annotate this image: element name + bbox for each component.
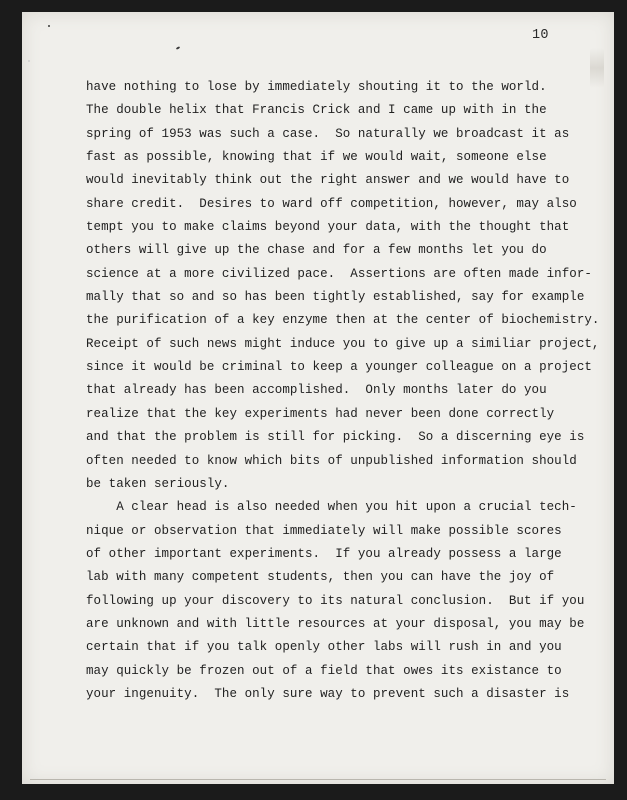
text-line: tempt you to make claims beyond your data, with the thought that <box>86 220 570 235</box>
paper-speck <box>176 46 180 50</box>
text-line: A clear head is also needed when you hit upon a crucial tech- <box>86 500 577 515</box>
page-bottom-edge <box>30 779 606 780</box>
text-line: Receipt of such news might induce you to give up a similiar project, <box>86 336 600 351</box>
text-line: lab with many competent students, then you can have the joy of <box>86 570 555 585</box>
text-line: are unknown and with little resources at your disposal, you may be <box>86 616 585 631</box>
text-line: have nothing to lose by immediately shouting it to the world. <box>86 80 547 94</box>
text-line: since it would be criminal to keep a younger colleague on a project <box>86 360 592 375</box>
text-line: of other important experiments. If you already possess a large <box>86 546 562 561</box>
text-line: may quickly be frozen out of a field that owes its existance to <box>86 663 562 678</box>
text-line: spring of 1953 was such a case. So naturally we broadcast it as <box>86 126 570 141</box>
body-text <box>86 76 606 706</box>
text-line: would inevitably think out the right answer and we would have to <box>86 173 570 188</box>
text-line: share credit. Desires to ward off competition, however, may also <box>86 196 577 211</box>
text-line: your ingenuity. The only sure way to prevent such a disaster is <box>86 686 570 701</box>
text-line: mally that so and so has been tightly established, say for example <box>86 290 585 305</box>
text-line: be taken seriously. <box>86 476 230 491</box>
text-line: following up your discovery to its natural conclusion. But if you <box>86 593 585 608</box>
text-line: fast as possible, knowing that if we would wait, someone else <box>86 150 547 165</box>
text-line: others will give up the chase and for a few months let you do <box>86 243 547 258</box>
text-line: The double helix that Francis Crick and I came up with in the <box>86 103 547 118</box>
text-line: nique or observation that immediately will make possible scores <box>86 523 562 538</box>
page-number: 10 <box>532 28 549 43</box>
paper-speck <box>48 25 50 27</box>
text-line: often needed to know which bits of unpublished information should <box>86 453 577 468</box>
paper-speck <box>28 60 30 62</box>
text-line: science at a more civilized pace. Assertions are often made infor- <box>86 266 592 281</box>
text-line: certain that if you talk openly other labs will rush in and you <box>86 640 562 655</box>
typewritten-page <box>22 12 614 784</box>
text-line: the purification of a key enzyme then at the center of biochemistry. <box>86 313 600 328</box>
text-line: that already has been accomplished. Only months later do you <box>86 383 547 398</box>
text-line: realize that the key experiments had never been done correctly <box>86 406 555 421</box>
text-line: and that the problem is still for picking. So a discerning eye is <box>86 430 585 445</box>
